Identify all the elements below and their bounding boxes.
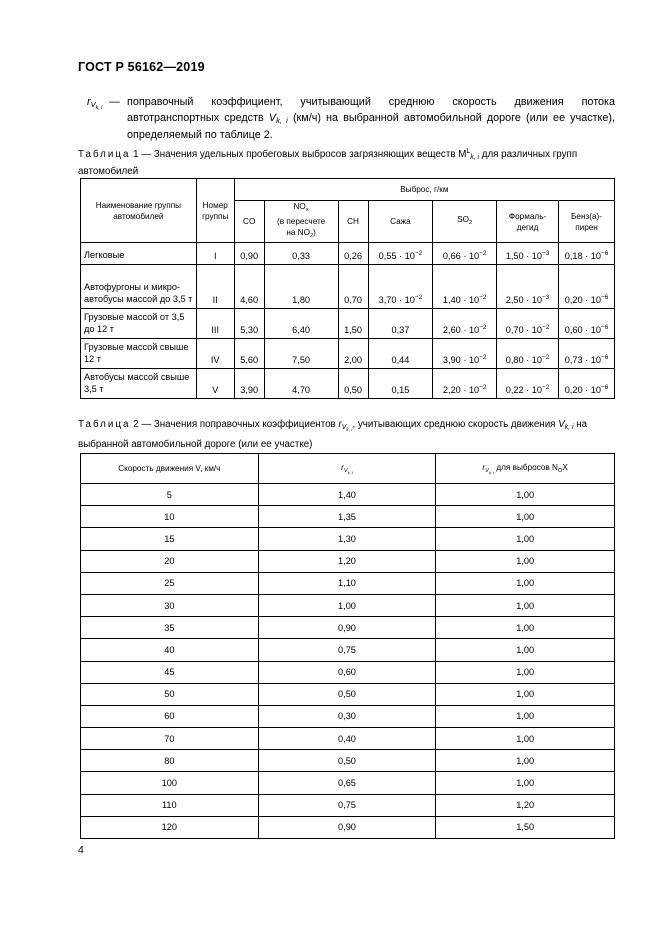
speed-cell: 120 xyxy=(81,816,259,838)
r-nox-cell: 1,00 xyxy=(436,572,615,594)
speed-cell: 60 xyxy=(81,705,259,727)
speed-cell: 50 xyxy=(81,683,259,705)
header-speed: Скорость движения V, км/ч xyxy=(81,454,259,484)
r-cell: 0,75 xyxy=(258,794,436,816)
table-row xyxy=(81,572,615,594)
group-name-cell: Автобусы массой свыше 3,5 т xyxy=(81,369,197,399)
table-row xyxy=(81,369,615,399)
r-cell: 0,40 xyxy=(258,728,436,750)
benzapyrene-cell: $0,73 \cdot 10^{-6}$ xyxy=(559,339,615,369)
header-r: $r_{V_{k, i}}$ xyxy=(258,454,436,484)
speed-cell: 20 xyxy=(81,550,259,572)
nox-cell: 4,70 xyxy=(264,369,338,399)
r-nox-cell: 1,00 xyxy=(436,528,615,550)
formaldehyde-cell: $0,80 \cdot 10^{-2}$ xyxy=(497,339,559,369)
formaldehyde-cell: $0,22 \cdot 10^{-2}$ xyxy=(497,369,559,399)
r-cell: 0,65 xyxy=(258,772,436,794)
r-cell: 0,90 xyxy=(258,617,436,639)
formaldehyde-cell: $1,50 \cdot 10^{-3}$ xyxy=(497,243,559,265)
nox-cell: 1,80 xyxy=(264,265,338,309)
co-cell: 5,30 xyxy=(234,309,264,339)
table-row xyxy=(81,816,615,838)
header-group-number: Номер группы xyxy=(196,179,234,243)
r-cell: 0,75 xyxy=(258,639,436,661)
speed-cell: 25 xyxy=(81,572,259,594)
r-nox-cell: 1,00 xyxy=(436,705,615,727)
table-row xyxy=(81,772,615,794)
benzapyrene-cell: $0,18 \cdot 10^{-6}$ xyxy=(559,243,615,265)
table-row xyxy=(81,265,615,309)
r-cell: 1,20 xyxy=(258,550,436,572)
ch-cell: 0,26 xyxy=(338,243,368,265)
speed-cell: 35 xyxy=(81,617,259,639)
header-co: CO xyxy=(234,201,264,243)
nox-cell: 0,33 xyxy=(264,243,338,265)
definition-text: поправочный коэффициент, учитывающий среднюю скорость движения потока автотранспортных средств $V_{k, i}$ (км/ч) на выбранной автомобильной дороге (или ее участке), определяемый по таблице 2. xyxy=(127,96,615,141)
formaldehyde-cell: $2,50 \cdot 10^{-3}$ xyxy=(497,265,559,309)
r-cell: 0,30 xyxy=(258,705,436,727)
r-nox-cell: 1,00 xyxy=(436,750,615,772)
speed-cell: 45 xyxy=(81,661,259,683)
co-cell: 0,90 xyxy=(234,243,264,265)
group-number-cell: II xyxy=(196,265,234,309)
speed-coefficient-table xyxy=(80,453,615,839)
header-emission: Выброс, г/км xyxy=(234,179,614,201)
r-cell: 1,40 xyxy=(258,484,436,506)
table-row xyxy=(81,639,615,661)
header-formaldehyde: Формаль-дегид xyxy=(497,201,559,243)
group-name-cell: Грузовые массой от 3,5 до 12 т xyxy=(81,309,197,339)
formaldehyde-cell: $0,70 \cdot 10^{-2}$ xyxy=(497,309,559,339)
table-row xyxy=(81,617,615,639)
table1-caption: Таблица 1 — Значения удельных пробеговых выбросов загрязняющих веществ $M^L_{k, i}$ для различных групп автомобилей xyxy=(78,148,578,177)
group-number-cell: III xyxy=(196,309,234,339)
table-row xyxy=(81,661,615,683)
r-nox-cell: 1,00 xyxy=(436,506,615,528)
speed-cell: 100 xyxy=(81,772,259,794)
header-group-name: Наименование группы автомобилей xyxy=(81,179,197,243)
header-ch: CH xyxy=(338,201,368,243)
table-row xyxy=(81,506,615,528)
table-row xyxy=(81,484,615,506)
group-name-cell: Легковые xyxy=(81,243,197,265)
r-cell: 0,90 xyxy=(258,816,436,838)
speed-cell: 40 xyxy=(81,639,259,661)
speed-cell: 80 xyxy=(81,750,259,772)
r-nox-cell: 1,00 xyxy=(436,639,615,661)
group-name-cell: Автофургоны и микро-автобусы массой до 3,5 т xyxy=(81,265,197,309)
group-name-cell: Грузовые массой свыше 12 т xyxy=(81,339,197,369)
r-cell: 1,30 xyxy=(258,528,436,550)
table-row xyxy=(81,594,615,616)
soot-cell: 0,37 xyxy=(368,309,433,339)
r-nox-cell: 1,00 xyxy=(436,594,615,616)
speed-cell: 110 xyxy=(81,794,259,816)
ch-cell: 1,50 xyxy=(338,309,368,339)
table-row xyxy=(81,339,615,369)
r-nox-cell: 1,20 xyxy=(436,794,615,816)
so2-cell: $2,20 \cdot 10^{-2}$ xyxy=(433,369,497,399)
table-row xyxy=(81,705,615,727)
speed-cell: 30 xyxy=(81,594,259,616)
table-row xyxy=(81,243,615,265)
so2-cell: $0,66 \cdot 10^{-2}$ xyxy=(433,243,497,265)
nox-cell: 6,40 xyxy=(264,309,338,339)
table-row xyxy=(81,309,615,339)
so2-cell: $1,40 \cdot 10^{-2}$ xyxy=(433,265,497,309)
co-cell: 5,60 xyxy=(234,339,264,369)
header-benzapyrene: Бенз(а)-пирен xyxy=(559,201,615,243)
table-row xyxy=(81,750,615,772)
page-number: 4 xyxy=(78,844,84,856)
r-nox-cell: 1,00 xyxy=(436,550,615,572)
soot-cell: 0,44 xyxy=(368,339,433,369)
r-cell: 1,10 xyxy=(258,572,436,594)
benzapyrene-cell: $0,20 \cdot 10^{-6}$ xyxy=(559,265,615,309)
r-nox-cell: 1,00 xyxy=(436,484,615,506)
so2-cell: $2,60 \cdot 10^{-2}$ xyxy=(433,309,497,339)
group-number-cell: IV xyxy=(196,339,234,369)
ch-cell: 2,00 xyxy=(338,339,368,369)
r-cell: 0,50 xyxy=(258,683,436,705)
nox-cell: 7,50 xyxy=(264,339,338,369)
speed-cell: 10 xyxy=(81,506,259,528)
speed-cell: 70 xyxy=(81,728,259,750)
header-so2: $SO_2$ xyxy=(433,201,497,243)
ch-cell: 0,70 xyxy=(338,265,368,309)
definition-symbol: $r_{V_{k, i}}$ xyxy=(87,96,103,111)
r-nox-cell: 1,50 xyxy=(436,816,615,838)
soot-cell: 0,15 xyxy=(368,369,433,399)
table-row xyxy=(81,794,615,816)
soot-cell: $3,70 \cdot 10^{-2}$ xyxy=(368,265,433,309)
group-number-cell: V xyxy=(196,369,234,399)
table-row xyxy=(81,528,615,550)
header-r-nox: $r_{V_{k, i}}$ для выбросов $N_OX$ xyxy=(436,454,615,484)
speed-cell: 5 xyxy=(81,484,259,506)
soot-cell: $0,55 \cdot 10^{-2}$ xyxy=(368,243,433,265)
table-row xyxy=(81,550,615,572)
r-cell: 1,35 xyxy=(258,506,436,528)
r-nox-cell: 1,00 xyxy=(436,661,615,683)
benzapyrene-cell: $0,20 \cdot 10^{-6}$ xyxy=(559,369,615,399)
document-code: ГОСТ Р 56162—2019 xyxy=(78,60,205,74)
benzapyrene-cell: $0,60 \cdot 10^{-6}$ xyxy=(559,309,615,339)
r-nox-cell: 1,00 xyxy=(436,728,615,750)
r-cell: 1,00 xyxy=(258,594,436,616)
header-nox: $NO_x$ (в пересчете на $NO_2$) xyxy=(264,201,338,243)
speed-cell: 15 xyxy=(81,528,259,550)
co-cell: 3,90 xyxy=(234,369,264,399)
r-nox-cell: 1,00 xyxy=(436,772,615,794)
ch-cell: 0,50 xyxy=(338,369,368,399)
so2-cell: $3,90 \cdot 10^{-2}$ xyxy=(433,339,497,369)
definition-paragraph xyxy=(87,95,615,144)
table-row xyxy=(81,728,615,750)
group-number-cell: I xyxy=(196,243,234,265)
emissions-table xyxy=(80,178,615,399)
co-cell: 4,60 xyxy=(234,265,264,309)
r-cell: 0,50 xyxy=(258,750,436,772)
table-row xyxy=(81,683,615,705)
r-nox-cell: 1,00 xyxy=(436,683,615,705)
table2-caption: Таблица 2 — Значения поправочных коэффициентов $r_{V_{k, i}}$, учитывающих среднюю скорость движения $V_{k, i}$ на выбранной автомобильной дороге (или ее участке) xyxy=(78,419,588,450)
header-soot: Сажа xyxy=(368,201,433,243)
r-nox-cell: 1,00 xyxy=(436,617,615,639)
definition-dash: — xyxy=(109,96,120,108)
r-cell: 0,60 xyxy=(258,661,436,683)
